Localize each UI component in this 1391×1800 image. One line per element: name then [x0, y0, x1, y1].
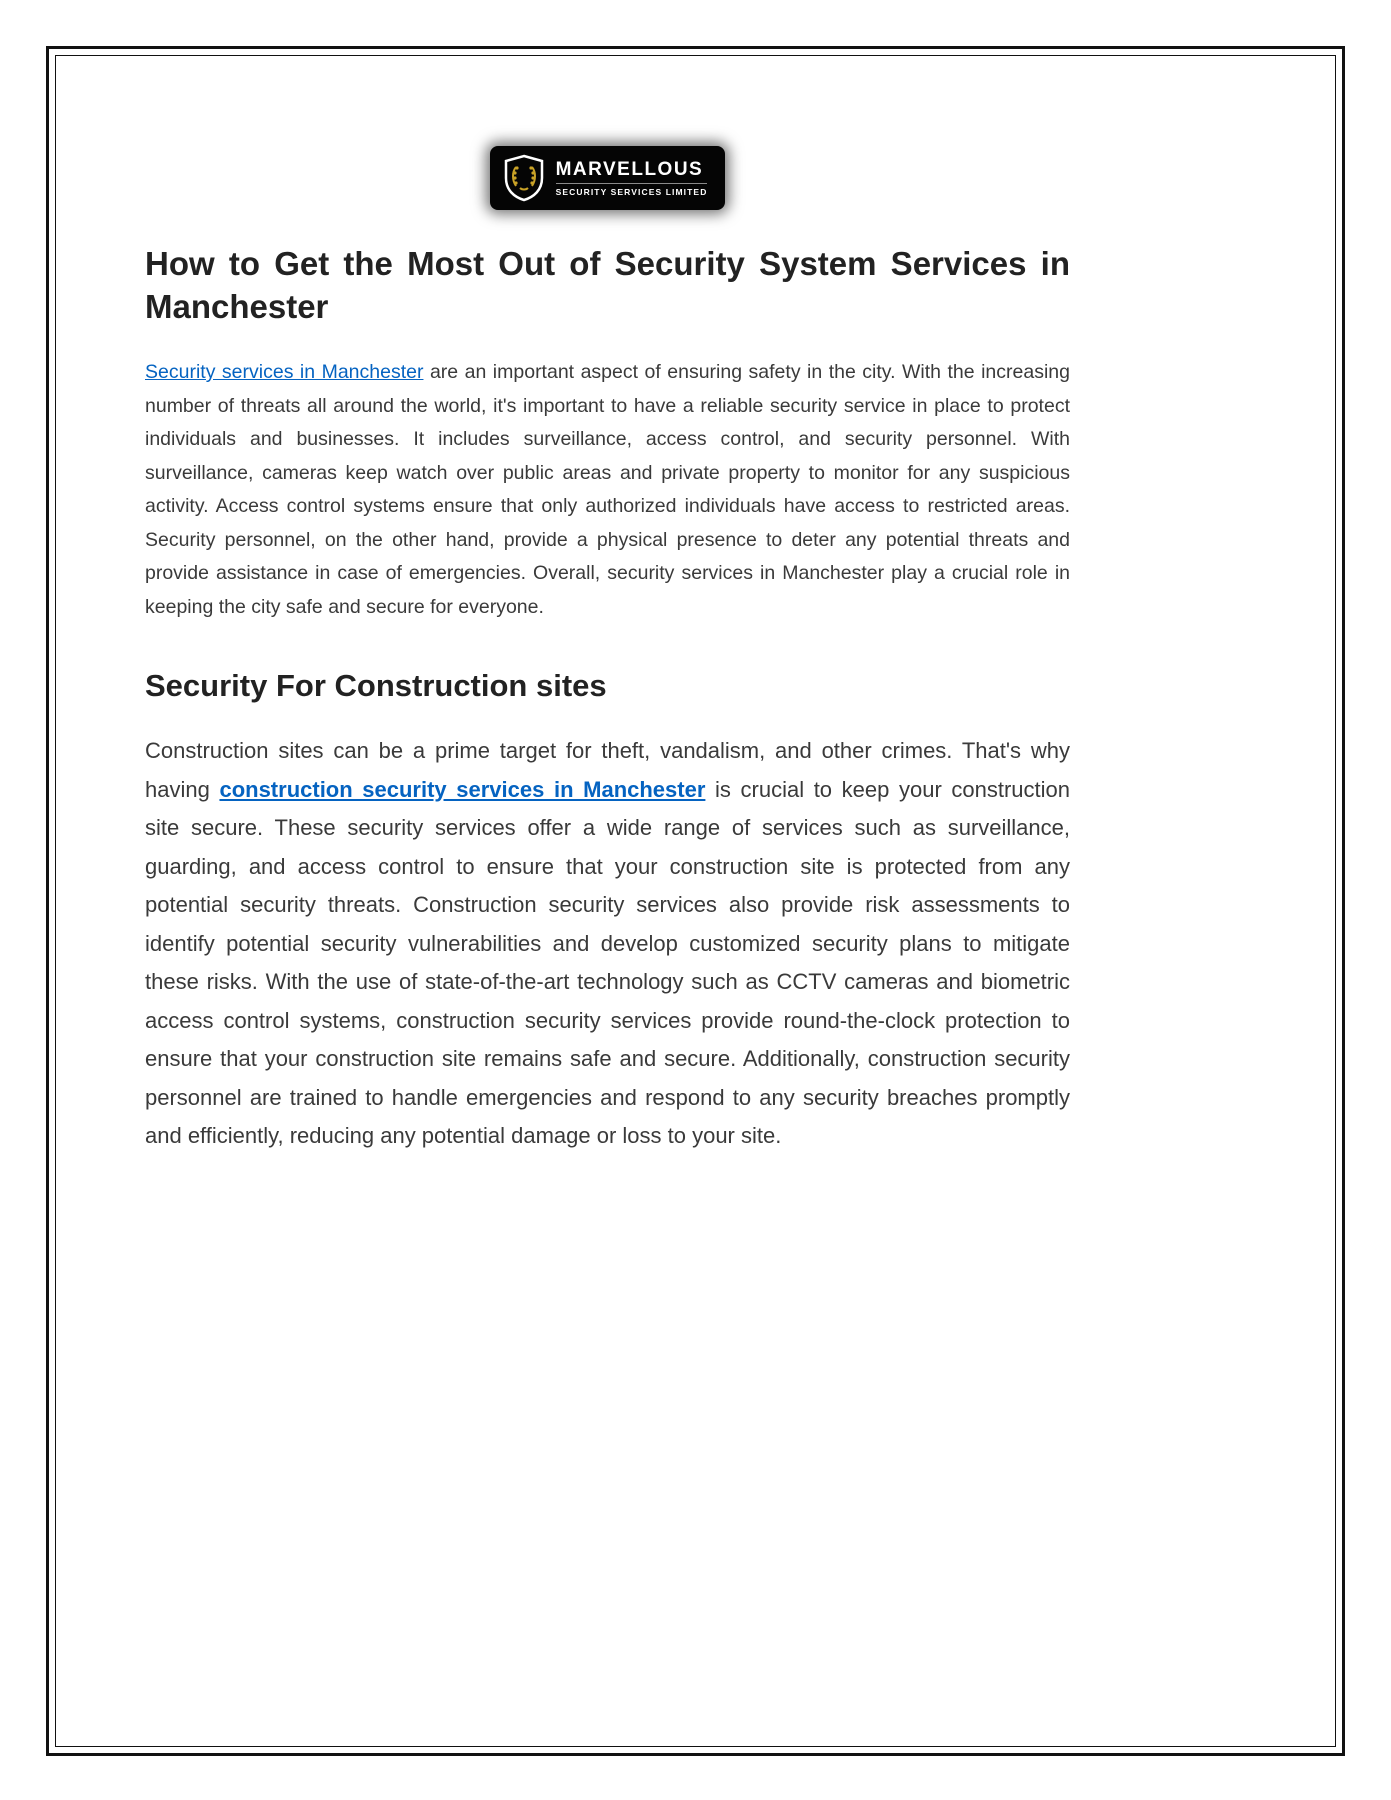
logo-text: [556, 159, 708, 198]
page-title: How to Get the Most Out of Security System Services in Manchester: [145, 245, 1070, 325]
shield-laurel-icon: [502, 154, 546, 202]
construction-paragraph-text-before: Construction sites can be a prime target for theft, vandalism, and other crimes. That's why having: [145, 738, 1070, 802]
section-heading-construction: Security For Construction sites: [145, 668, 607, 703]
logo-brand-subtitle: SECURITY SERVICES LIMITED: [556, 183, 708, 198]
intro-paragraph-text: are an important aspect of ensuring safety in the city. With the increasing number of threats all around the world, it's important to have a reliable security service in place to protect individuals and businesses. It includes surveillance, access control, and security personnel. With surveillance, cameras keep watch over public areas and private property to monitor for any suspicious activity. Access control systems ensure that only authorized individuals have access to restricted areas. Security personnel, on the other hand, provide a physical presence to deter any potential threats and provide assistance in case of emergencies. Overall, security services in Manchester play a crucial role in keeping the city safe and secure for everyone.: [145, 361, 1070, 618]
logo-container: [145, 146, 1070, 210]
logo: [490, 146, 726, 210]
logo-brand-name: MARVELLOUS: [555, 158, 704, 180]
construction-paragraph-text-after: is crucial to keep your construction site secure. These security services offer a wide range of services such as surveillance, guarding, and access control to ensure that your construction site is protected from any potential security threats. Construction security services also provide risk assessments to identify potential security vulnerabilities and develop customized security plans to mitigate these risks. With the use of state-of-the-art technology such as CCTV cameras and biometric access control systems, construction security services provide round-the-clock protection to ensure that your construction site remains safe and secure. Additionally, construction security personnel are trained to handle emergencies and respond to any security breaches promptly and efficiently, reducing any potential damage or loss to your site.: [145, 776, 1070, 1148]
intro-paragraph: [145, 356, 1070, 624]
document-content: [145, 0, 1070, 1156]
link-security-services-manchester[interactable]: Security services in Manchester: [145, 361, 424, 383]
link-construction-security-services[interactable]: construction security services in Manchester: [219, 776, 706, 802]
construction-paragraph: [145, 732, 1070, 1156]
